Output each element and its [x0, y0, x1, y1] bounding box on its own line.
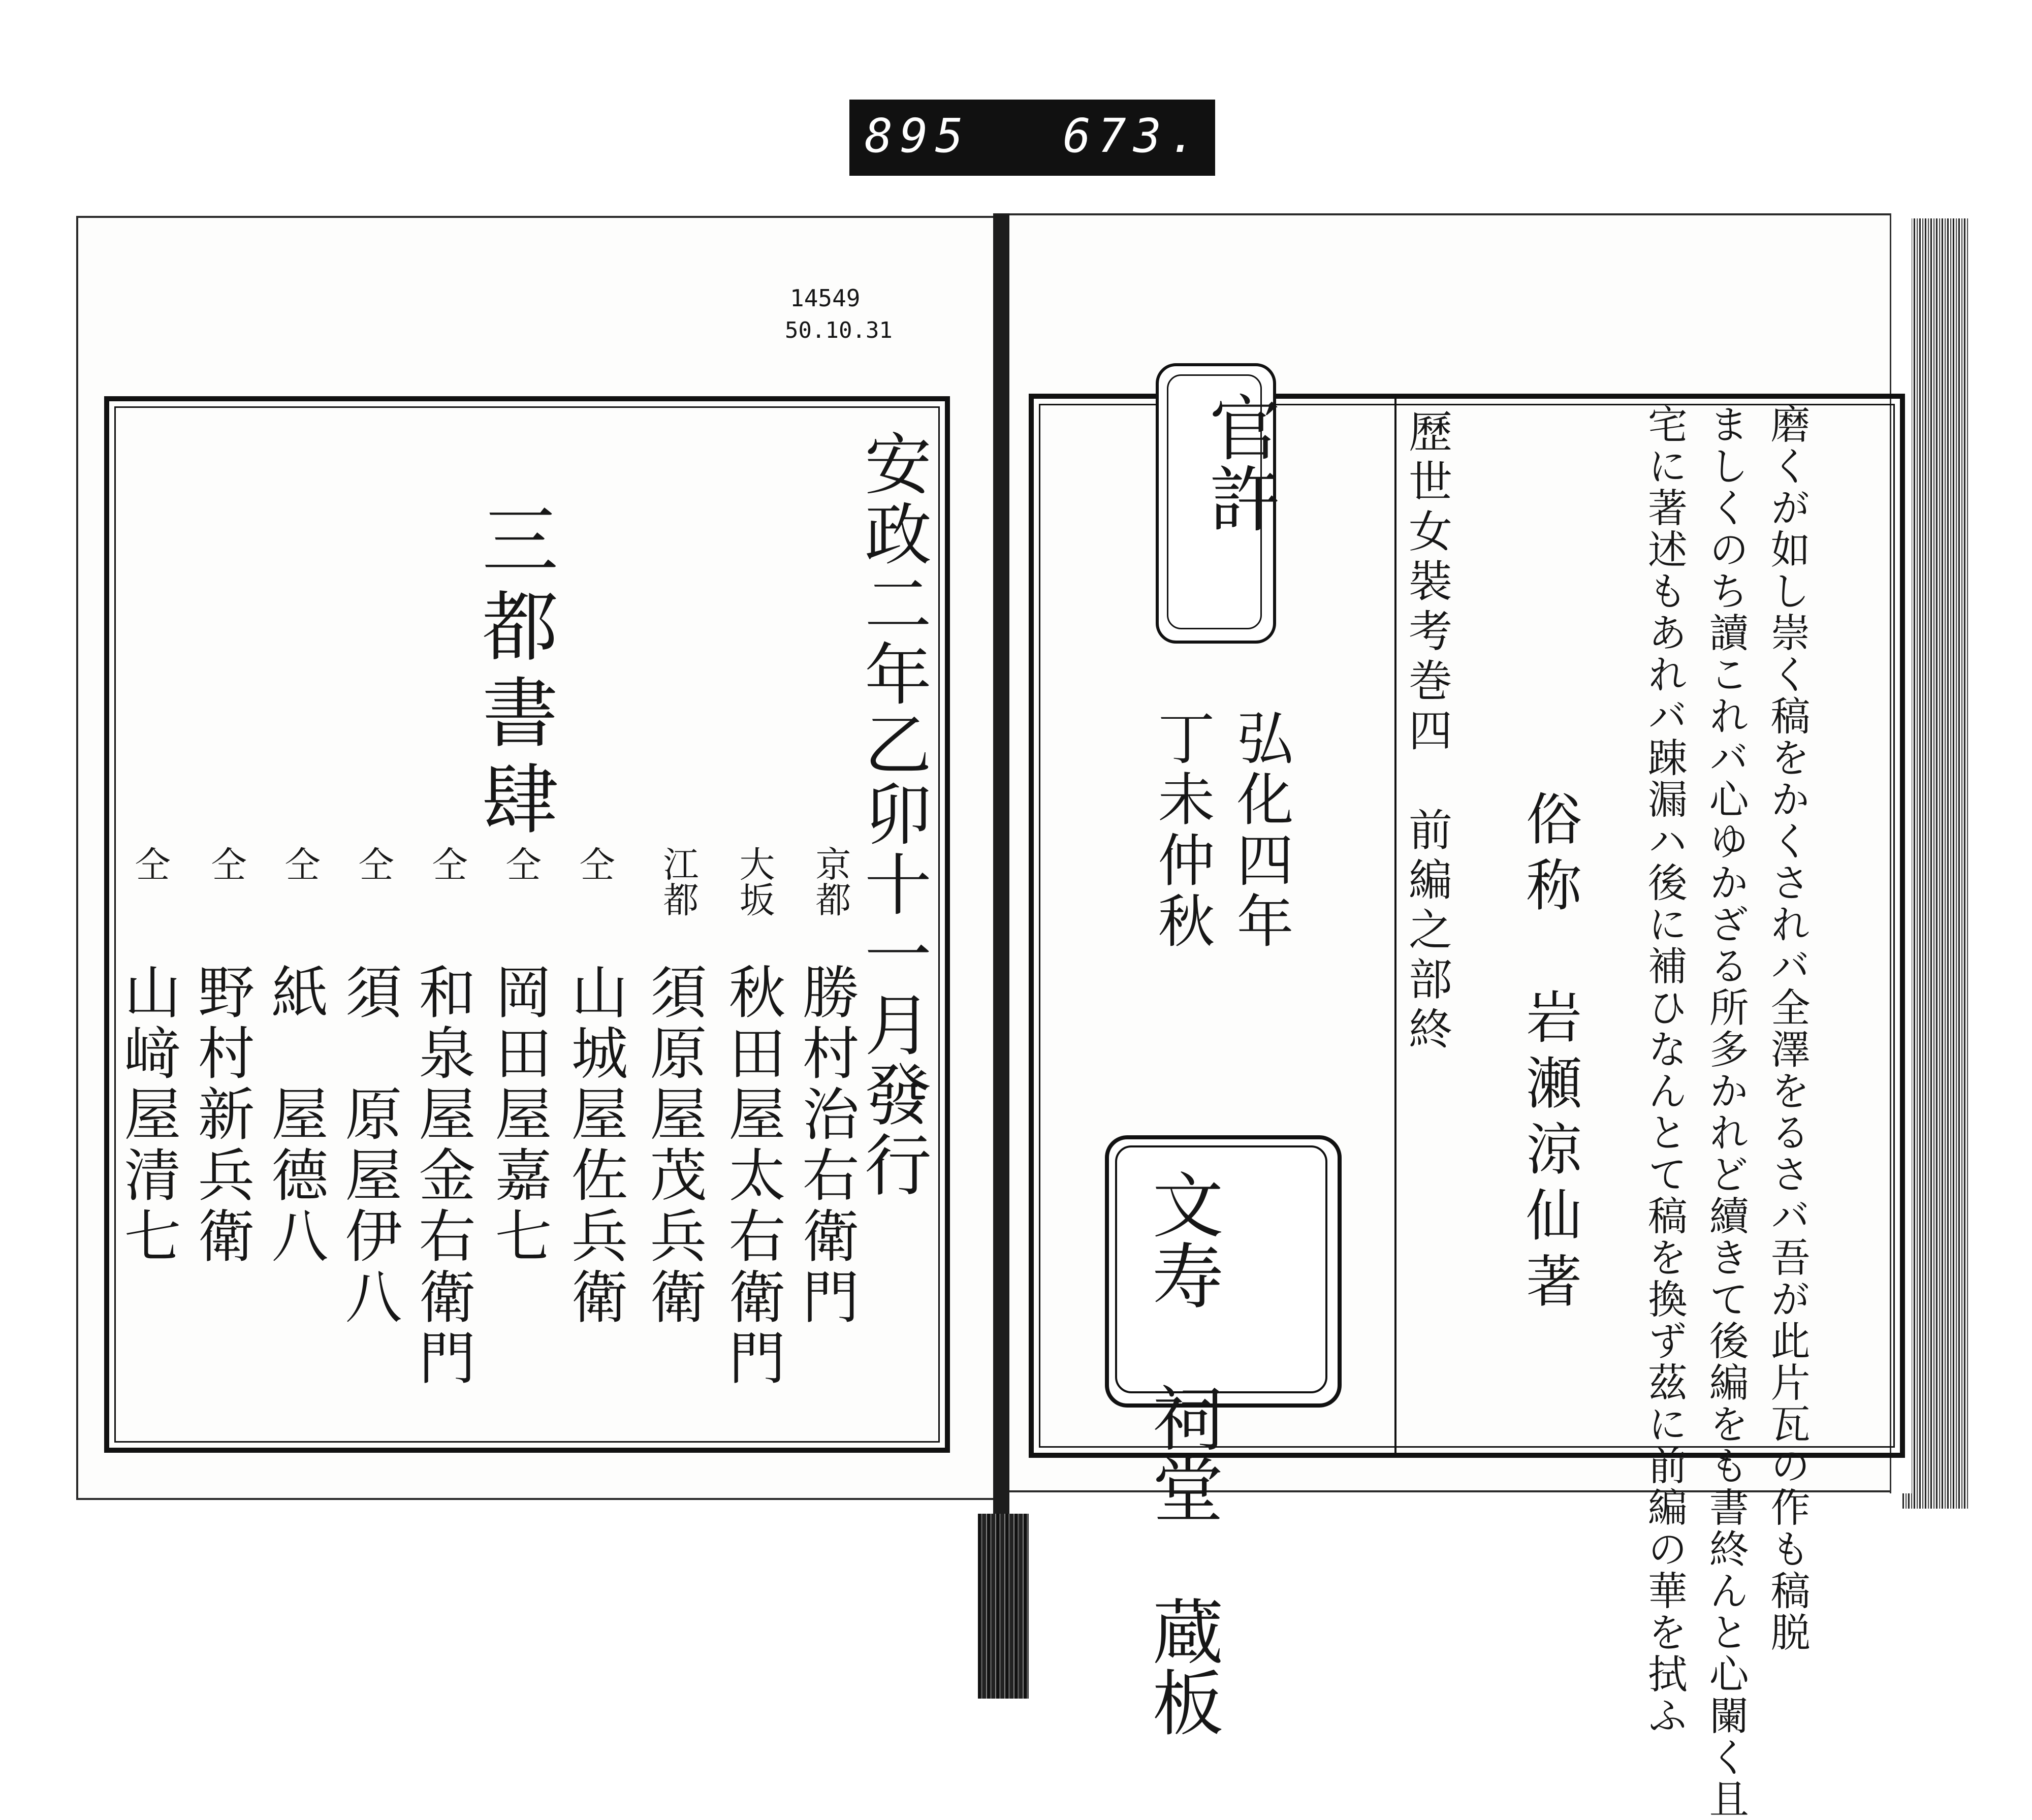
call-number-right: 673.	[1063, 109, 1204, 163]
publisher-city: 仝	[500, 846, 542, 881]
seal-text: 文寿 祠堂 蔵板	[1140, 1168, 1223, 1737]
publisher-city: 仝	[353, 846, 394, 881]
publisher-city: 大坂	[734, 846, 775, 917]
column-divider	[1394, 394, 1396, 1455]
publisher-city: 仝	[205, 846, 247, 881]
publisher-city: 仝	[129, 846, 171, 881]
publication-date: 安政二年乙卯十一月發行	[853, 429, 931, 1200]
publisher-city: 仝	[279, 846, 321, 881]
publisher-city: 仝	[574, 846, 615, 881]
publisher-city: 江都	[657, 846, 699, 917]
publisher-city: 仝	[426, 846, 468, 881]
publisher-city: 京都	[810, 846, 851, 917]
call-number-label	[849, 100, 1215, 176]
publisher-name: 野村新兵衛	[188, 963, 255, 1267]
publisher-name: 勝村治右衛門	[793, 963, 859, 1328]
preface-text	[1633, 404, 1818, 1820]
bookstore-heading: 三都書肆	[469, 500, 557, 846]
preface-line: ましくのち讀これバ心ゆかざる所多かれど續きて後編をも書終んと心闌く且	[1702, 404, 1749, 1820]
preface-line: 宅に著述もあれバ踈漏ハ後に補ひなんとて稿を換ず茲に前編の華を拭ふ	[1641, 404, 1687, 1737]
call-number-left: 895	[865, 109, 971, 163]
publisher-name: 和泉屋金右衛門	[409, 963, 475, 1389]
publisher-name: 須 原屋伊八	[336, 963, 402, 1328]
publisher-name: 秋田屋太右衛門	[719, 963, 785, 1389]
publisher-name: 紙 屋德八	[262, 963, 328, 1267]
author-line: 俗称 岩瀬涼仙著	[1517, 790, 1582, 1318]
page-edges	[1902, 218, 1968, 1509]
official-permit-label: 官許	[1197, 391, 1280, 533]
preface-line: 磨くが如し崇く稿をかくされバ全澤をるさバ吾が此片瓦の作も稿脱	[1764, 404, 1810, 1653]
registration-number: 14549	[790, 284, 861, 312]
publisher-name: 山城屋佐兵衛	[562, 963, 628, 1328]
era-month: 丁未仲秋	[1149, 709, 1215, 952]
book-spine-shadow	[978, 1514, 1029, 1699]
publisher-name: 須原屋茂兵衛	[641, 963, 707, 1328]
publisher-name: 岡田屋嘉七	[486, 963, 552, 1267]
volume-end-title: 歷世女裝考巻四 前編之部終	[1401, 409, 1452, 1056]
registration-date: 50.10.31	[785, 317, 893, 343]
publisher-name: 山﨑屋清七	[115, 963, 181, 1267]
era-date: 弘化四年	[1227, 709, 1293, 952]
book-gutter	[993, 213, 1009, 1514]
